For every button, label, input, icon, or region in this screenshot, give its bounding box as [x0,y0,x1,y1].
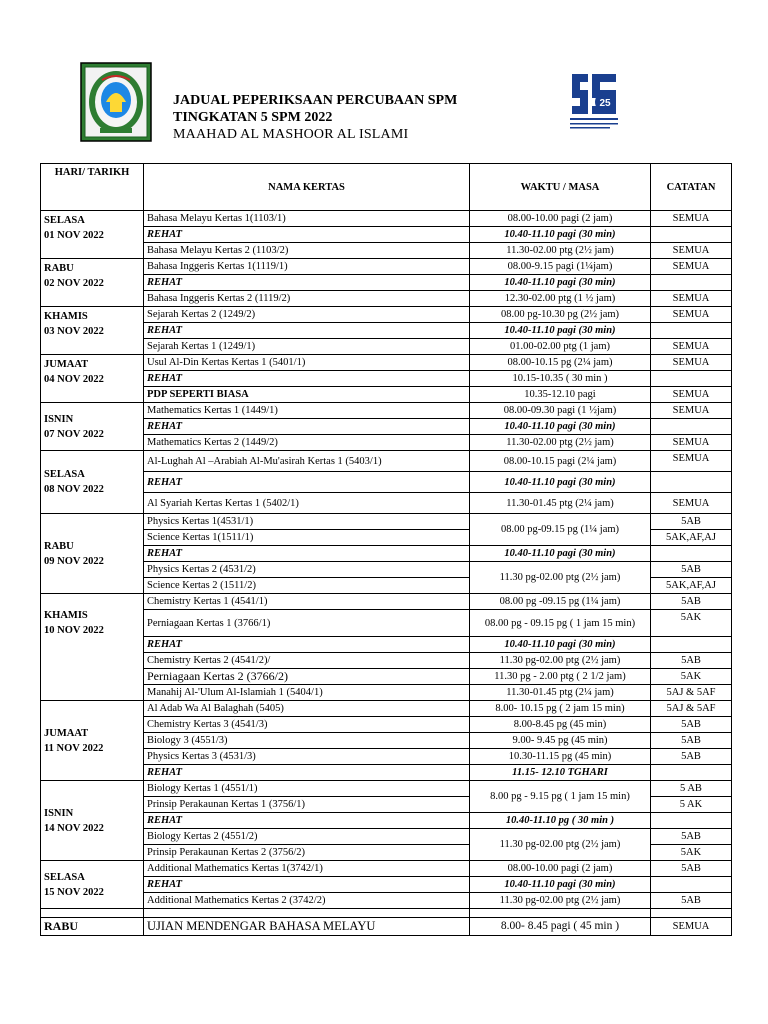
table-row [41,355,732,371]
day-name: KHAMIS [44,311,88,322]
day-cell [41,259,144,307]
note-cell [651,546,732,562]
paper-cell: Additional Mathematics Kertas 2 (3742/2) [144,893,470,909]
note-cell: 5AB [651,594,732,610]
table-row [41,227,732,243]
table-row [41,813,732,829]
note-cell [651,275,732,291]
day-name: ISNIN [44,807,74,819]
time-cell: 10.40-11.10 pagi (30 min) [470,472,651,493]
school-name: MAAHAD AL MASHOOR AL ISLAMI [173,127,409,142]
paper-cell: Physics Kertas 1(4531/1) [144,514,470,530]
note-cell: SEMUA [651,493,732,514]
table-row [41,861,732,877]
table-row [41,275,732,291]
paper-cell: Bahasa Melayu Kertas 1(1103/1) [144,211,470,227]
table-row [41,594,732,610]
col-header-day: HARI/ TARIKH [41,164,144,211]
day-date: 02 NOV 2022 [44,278,104,289]
col-header-time: WAKTU / MASA [470,164,651,211]
day-date: 09 NOV 2022 [44,555,104,567]
table-row [41,339,732,355]
day-cell [41,403,144,451]
note-cell: SEMUA [651,435,732,451]
paper-cell: Prinsip Perakaunan Kertas 2 (3756/2) [144,845,470,861]
table-row [41,419,732,435]
paper-cell: PDP SEPERTI BIASA [144,387,470,403]
time-cell: 11.15- 12.10 TGHARI [470,765,651,781]
time-cell: 08.00-10.15 pg (2¼ jam) [470,355,651,371]
table-row [41,733,732,749]
day-cell [41,781,144,861]
note-cell [651,472,732,493]
time-cell: 08.00-10.15 pagi (2¼ jam) [470,451,651,472]
time-cell: 11.30 pg - 2.00 ptg ( 2 1/2 jam) [470,669,651,685]
note-cell: 5AB [651,749,732,765]
day-cell [41,211,144,259]
day-name: JUMAAT [44,727,89,739]
day-cell [41,918,144,936]
table-row [41,435,732,451]
spacer-row [41,909,732,918]
paper-cell: Manahij Al-'Ulum Al-Islamiah 1 (5404/1) [144,685,470,701]
table-row [41,610,732,637]
time-cell: 08.00 pg - 09.15 pg ( 1 jam 15 min) [470,610,651,637]
table-row [41,291,732,307]
paper-cell: Al-Lughah Al –Arabiah Al-Mu'asirah Kertas 1 (5403/1) [144,451,470,472]
day-name: KHAMIS [44,610,88,621]
time-cell: 11.30 pg-02.00 ptg (2½ jam) [470,653,651,669]
table-row [41,493,732,514]
day-cell [41,451,144,514]
paper-cell: REHAT [144,275,470,291]
day-cell [41,701,144,781]
table-row [41,717,732,733]
table-row [41,893,732,909]
paper-cell: Mathematics Kertas 2 (1449/2) [144,435,470,451]
table-row [41,403,732,419]
paper-cell: Usul Al-Din Kertas Kertas 1 (5401/1) [144,355,470,371]
note-cell: 5AK [651,845,732,861]
time-cell: 10.35-12.10 pagi [470,387,651,403]
paper-cell: Science Kertas 1(1511/1) [144,530,470,546]
note-cell: SEMUA [651,243,732,259]
title-line-2: TINGKATAN 5 SPM 2022 [173,110,333,125]
note-cell [651,813,732,829]
time-cell: 8.00 pg - 9.15 pg ( 1 jam 15 min) [470,781,651,813]
time-cell: 8.00-8.45 pg (45 min) [470,717,651,733]
paper-cell: Chemistry Kertas 2 (4541/2)/ [144,653,470,669]
paper-cell: Mathematics Kertas 1 (1449/1) [144,403,470,419]
time-cell: 11.30 pg-02.00 ptg (2½ jam) [470,893,651,909]
paper-cell: REHAT [144,472,470,493]
table-row [41,546,732,562]
time-cell: 10.40-11.10 pg ( 30 min ) [470,813,651,829]
time-cell: 11.30-01.45 ptg (2¼ jam) [470,493,651,514]
note-cell: 5AK,AF,AJ [651,578,732,594]
note-cell: 5AK,AF,AJ [651,530,732,546]
table-row [41,749,732,765]
paper-cell: REHAT [144,371,470,387]
table-row [41,829,732,845]
note-cell: 5AB [651,562,732,578]
time-cell: 10.30-11.15 pg (45 min) [470,749,651,765]
school-crest-logo [80,62,152,142]
time-cell: 10.40-11.10 pagi (30 min) [470,227,651,243]
title-line-1: JADUAL PEPERIKSAAN PERCUBAAN SPM [173,93,458,108]
day-date: 01 NOV 2022 [44,230,104,241]
day-cell [41,861,144,909]
note-cell [651,371,732,387]
spacer-cell [144,909,470,918]
day-date: 04 NOV 2022 [44,374,104,385]
day-date: 03 NOV 2022 [44,326,104,337]
note-cell: 5AB [651,829,732,845]
note-cell [651,323,732,339]
table-row [41,918,732,936]
note-cell: SEMUA [651,355,732,371]
time-cell: 10.40-11.10 pagi (30 min) [470,546,651,562]
paper-cell: REHAT [144,419,470,435]
note-cell: 5AK [651,610,732,637]
time-cell: 11.30 pg-02.00 ptg (2½ jam) [470,829,651,861]
note-cell: 5AB [651,733,732,749]
paper-cell: Additional Mathematics Kertas 1(3742/1) [144,861,470,877]
table-row [41,211,732,227]
time-cell: 10.40-11.10 pagi (30 min) [470,877,651,893]
time-cell: 9.00- 9.45 pg (45 min) [470,733,651,749]
paper-cell: REHAT [144,637,470,653]
paper-cell: REHAT [144,813,470,829]
note-cell: 5 AB [651,781,732,797]
note-cell: SEMUA [651,259,732,275]
time-cell: 08.00-09.30 pagi (1 ½jam) [470,403,651,419]
paper-cell: Bahasa Inggeris Kertas 1(1119/1) [144,259,470,275]
time-cell: 01.00-02.00 ptg (1 jam) [470,339,651,355]
paper-cell: Physics Kertas 3 (4531/3) [144,749,470,765]
col-header-note: CATATAN [651,164,732,211]
note-cell: 5AB [651,653,732,669]
table-row [41,259,732,275]
note-cell: 5AB [651,717,732,733]
day-date: 07 NOV 2022 [44,428,104,440]
note-cell: 5AB [651,893,732,909]
day-cell [41,307,144,355]
spacer-cell [41,909,144,918]
paper-cell: Perniagaan Kertas 2 (3766/2) [144,669,470,685]
time-cell: 11.30-02.00 ptg (2½ jam) [470,243,651,259]
day-name: SELASA [44,871,85,883]
time-cell: 10.40-11.10 pagi (30 min) [470,275,651,291]
time-cell: 08.00 pg-09.15 pg (1¼ jam) [470,514,651,546]
note-cell [651,765,732,781]
spm-logo [566,68,622,134]
spacer-cell [470,909,651,918]
paper-cell: Chemistry Kertas 3 (4541/3) [144,717,470,733]
day-cell [41,355,144,403]
note-cell: SEMUA [651,339,732,355]
col-header-paper: NAMA KERTAS [144,164,470,211]
table-row [41,451,732,472]
note-cell: SEMUA [651,307,732,323]
table-row [41,701,732,717]
spacer-cell [651,909,732,918]
paper-cell: Biology Kertas 2 (4551/2) [144,829,470,845]
paper-cell: Prinsip Perakaunan Kertas 1 (3756/1) [144,797,470,813]
paper-cell: Al Adab Wa Al Balaghah (5405) [144,701,470,717]
time-cell: 10.40-11.10 pagi (30 min) [470,419,651,435]
table-row [41,669,732,685]
time-cell: 8.00- 10.15 pg ( 2 jam 15 min) [470,701,651,717]
paper-cell: Perniagaan Kertas 1 (3766/1) [144,610,470,637]
note-cell: SEMUA [651,918,732,936]
table-row [41,562,732,578]
day-cell [41,594,144,701]
day-date: 15 NOV 2022 [44,886,104,898]
time-cell: 12.30-02.00 ptg (1 ½ jam) [470,291,651,307]
time-cell: 8.00- 8.45 pagi ( 45 min ) [470,918,651,936]
paper-cell: Bahasa Melayu Kertas 2 (1103/2) [144,243,470,259]
table-row [41,371,732,387]
note-cell: SEMUA [651,291,732,307]
paper-cell: REHAT [144,765,470,781]
day-date: 08 NOV 2022 [44,484,104,495]
paper-cell: Biology Kertas 1 (4551/1) [144,781,470,797]
time-cell: 08.00-9.15 pagi (1¼jam) [470,259,651,275]
note-cell: SEMUA [651,403,732,419]
note-cell: SEMUA [651,387,732,403]
table-row [41,514,732,530]
note-cell: 5AK [651,669,732,685]
time-cell: 08.00-10.00 pagi (2 jam) [470,211,651,227]
note-cell [651,419,732,435]
time-cell: 11.30-01.45 ptg (2¼ jam) [470,685,651,701]
paper-cell: REHAT [144,227,470,243]
paper-cell: Sejarah Kertas 1 (1249/1) [144,339,470,355]
table-row [41,781,732,797]
exam-schedule-table [40,163,732,936]
time-cell: 08.00 pg -09.15 pg (1¼ jam) [470,594,651,610]
table-header-row [41,164,732,211]
note-cell [651,227,732,243]
spm-logo-text: 25 [599,98,611,109]
note-cell: 5AB [651,514,732,530]
table-row [41,243,732,259]
note-cell [651,637,732,653]
day-name: RABU [44,919,79,933]
note-cell [651,877,732,893]
day-cell [41,514,144,594]
table-row [41,387,732,403]
note-cell: 5AB [651,861,732,877]
paper-cell: Chemistry Kertas 1 (4541/1) [144,594,470,610]
time-cell: 10.40-11.10 pagi (30 min) [470,323,651,339]
note-cell: 5AJ & 5AF [651,701,732,717]
time-cell: 11.30 pg-02.00 ptg (2½ jam) [470,562,651,594]
note-cell: 5AJ & 5AF [651,685,732,701]
day-name: RABU [44,263,74,274]
day-name: SELASA [44,215,85,226]
time-cell: 10.40-11.10 pagi (30 min) [470,637,651,653]
day-name: SELASA [44,469,85,480]
day-name: RABU [44,540,74,552]
paper-cell: Al Syariah Kertas Kertas 1 (5402/1) [144,493,470,514]
table-row [41,653,732,669]
table-row [41,685,732,701]
day-name: ISNIN [44,413,74,425]
note-cell: SEMUA [651,211,732,227]
paper-cell: Science Kertas 2 (1511/2) [144,578,470,594]
paper-cell: Bahasa Inggeris Kertas 2 (1119/2) [144,291,470,307]
paper-cell: REHAT [144,546,470,562]
paper-cell: Sejarah Kertas 2 (1249/2) [144,307,470,323]
table-row [41,877,732,893]
day-date: 10 NOV 2022 [44,625,104,636]
table-row [41,637,732,653]
note-cell: 5 AK [651,797,732,813]
document-header [173,92,457,143]
paper-cell: REHAT [144,323,470,339]
table-row [41,765,732,781]
day-date: 11 NOV 2022 [44,742,104,754]
paper-cell: Biology 3 (4551/3) [144,733,470,749]
day-date: 14 NOV 2022 [44,822,104,834]
time-cell: 08.00-10.00 pagi (2 jam) [470,861,651,877]
table-row [41,323,732,339]
paper-cell: REHAT [144,877,470,893]
note-cell: SEMUA [651,451,732,472]
table-row [41,472,732,493]
time-cell: 08.00 pg-10.30 pg (2½ jam) [470,307,651,323]
paper-cell: Physics Kertas 2 (4531/2) [144,562,470,578]
table-row [41,307,732,323]
paper-cell: UJIAN MENDENGAR BAHASA MELAYU [144,918,470,936]
day-name: JUMAAT [44,359,89,370]
time-cell: 10.15-10.35 ( 30 min ) [470,371,651,387]
time-cell: 11.30-02.00 ptg (2½ jam) [470,435,651,451]
